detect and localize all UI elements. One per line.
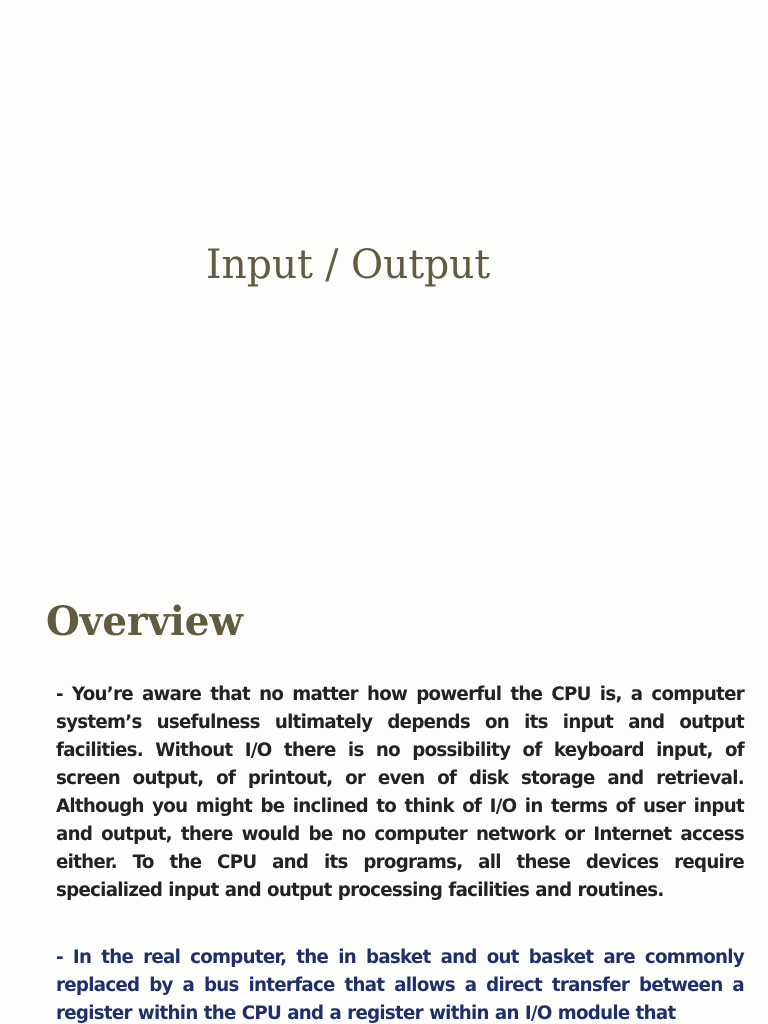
overview-heading: Overview [46, 598, 243, 645]
slide-title: Input / Output [206, 242, 491, 288]
overview-paragraph-2: - In the real computer, the in basket and out basket are commonly replaced by a bus interface that allows a direct transfer between a register within the CPU and a register within an I/O module that [56, 947, 744, 1024]
overview-paragraph-1: - You’re aware that no matter how powerful the CPU is, a computer system’s usefulness ultimately depends on its input and output facilities. Without I/O there is no possibility of keyboard input, of screen output, of printout, or even of disk storage and retrieval. Although you might be inclined to think of I/O in terms of user input and output, there would be no computer network or Internet access either. To the CPU and its programs, all these devices require specialized input and output processing facilities and routines. [56, 684, 744, 901]
